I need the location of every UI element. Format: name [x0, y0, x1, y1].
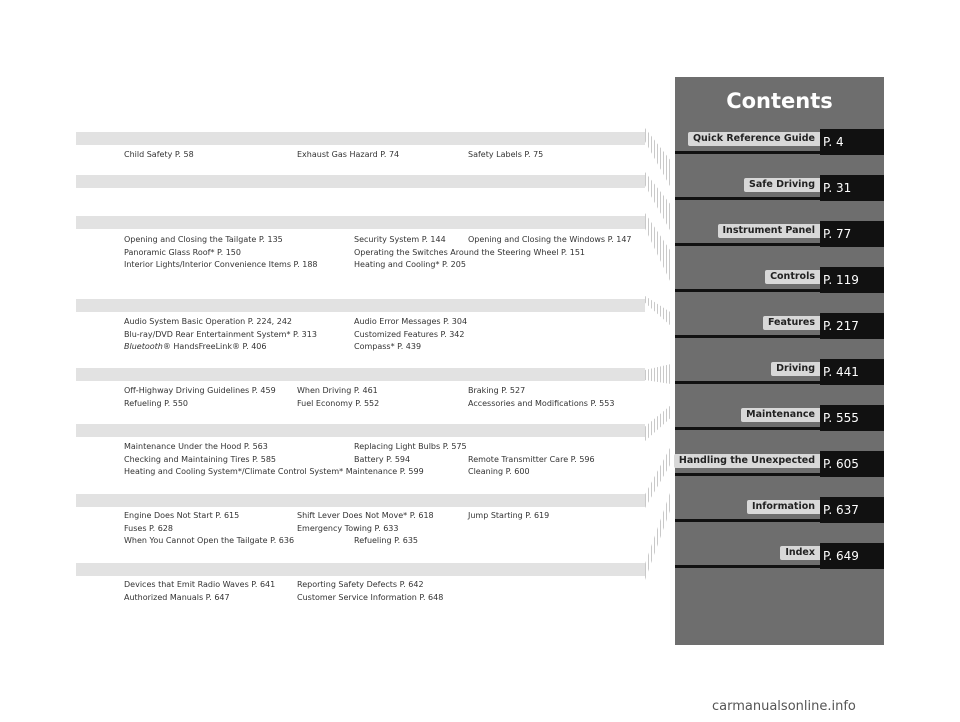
tab-label: Controls — [765, 270, 820, 284]
tab-underline — [675, 289, 820, 292]
link-fuses[interactable]: Fuses P. 628 — [124, 523, 173, 533]
link-off-highway[interactable]: Off-Highway Driving Guidelines P. 459 — [124, 386, 276, 395]
link-tailgate[interactable]: Opening and Closing the Tailgate P. 135 — [124, 235, 283, 244]
tab-connector-graphic — [645, 490, 671, 580]
tab-page-number: P. 4 — [820, 129, 884, 155]
link-interior-lights[interactable]: Interior Lights/Interior Convenience Items P. 188 — [124, 260, 318, 269]
tab-underline — [675, 197, 820, 200]
link-customer-service[interactable]: Customer Service Information P. 648 — [297, 592, 444, 602]
link-remote-transmitter[interactable]: Remote Transmitter Care P. 596 — [468, 454, 595, 464]
tab-label: Information — [747, 500, 820, 514]
section-bar-driving[interactable] — [76, 368, 645, 381]
tab-safe-driving[interactable] — [675, 175, 884, 201]
link-safety-labels[interactable]: Safety Labels P. 75 — [468, 150, 544, 159]
handsfreelink-text: ® HandsFreeLink® P. 406 — [162, 342, 267, 351]
tab-connector-graphic — [645, 296, 671, 326]
link-climate-maintenance[interactable]: Heating and Cooling System*/Climate Control System* Maintenance P. 599 — [124, 467, 424, 476]
watermark-text: carmanualsonline.info — [712, 699, 856, 714]
tab-quick-reference-guide[interactable] — [675, 129, 884, 155]
link-rear-entertainment[interactable]: Blu-ray/DVD Rear Entertainment System* P. 313 — [124, 329, 317, 339]
tab-page-number: P. 119 — [820, 267, 884, 293]
tab-page-number: P. 31 — [820, 175, 884, 201]
tab-page-number: P. 441 — [820, 359, 884, 385]
link-jump-starting[interactable]: Jump Starting P. 619 — [468, 511, 550, 520]
link-security-system[interactable]: Security System P. 144 — [354, 235, 446, 244]
tab-underline — [675, 473, 820, 476]
tab-page-number: P. 649 — [820, 543, 884, 569]
link-safety-defects[interactable]: Reporting Safety Defects P. 642 — [297, 580, 424, 589]
link-exhaust-gas-hazard[interactable]: Exhaust Gas Hazard P. 74 — [297, 150, 400, 159]
page-title: Contents — [726, 89, 833, 113]
tab-underline — [675, 243, 820, 246]
link-battery[interactable]: Battery P. 594 — [354, 454, 411, 464]
tab-label: Safe Driving — [744, 178, 820, 192]
section-bar-safe-driving[interactable] — [76, 132, 645, 145]
tab-page-number: P. 605 — [820, 451, 884, 477]
tab-label: Driving — [771, 362, 820, 376]
tab-connector-graphic — [645, 446, 671, 508]
tab-label: Features — [763, 316, 820, 330]
link-authorized-manuals[interactable]: Authorized Manuals P. 647 — [124, 592, 230, 602]
section-bar-features[interactable] — [76, 299, 645, 312]
tab-underline — [675, 381, 820, 384]
tab-connector-graphic — [645, 364, 671, 384]
link-cleaning[interactable]: Cleaning P. 600 — [468, 467, 530, 476]
link-audio-errors[interactable]: Audio Error Messages P. 304 — [354, 317, 468, 326]
link-handsfreelink[interactable] — [124, 341, 266, 354]
tab-connector-graphic — [645, 405, 671, 441]
section-bar-controls[interactable] — [76, 216, 645, 229]
link-shift-lever[interactable]: Shift Lever Does Not Move* P. 618 — [297, 511, 434, 520]
contents-panel — [675, 77, 884, 645]
link-emergency-towing[interactable]: Emergency Towing P. 633 — [297, 523, 399, 533]
tab-label: Maintenance — [741, 408, 820, 422]
tab-underline — [675, 519, 820, 522]
link-panoramic-roof[interactable]: Panoramic Glass Roof* P. 150 — [124, 247, 241, 257]
link-refueling[interactable]: Refueling P. 550 — [124, 398, 188, 408]
tab-underline — [675, 335, 820, 338]
tab-page-number: P. 217 — [820, 313, 884, 339]
tab-label: Handling the Unexpected — [674, 454, 820, 468]
tab-instrument-panel[interactable] — [675, 221, 884, 247]
section-bar-instrument-panel[interactable] — [76, 175, 645, 188]
link-tires[interactable]: Checking and Maintaining Tires P. 585 — [124, 454, 277, 464]
tab-page-number: P. 555 — [820, 405, 884, 431]
tab-label: Index — [780, 546, 820, 560]
link-compass[interactable]: Compass* P. 439 — [354, 342, 422, 351]
link-light-bulbs[interactable]: Replacing Light Bulbs P. 575 — [354, 442, 467, 451]
link-child-safety[interactable]: Child Safety P. 58 — [124, 150, 194, 159]
section-bar-handling[interactable] — [76, 494, 645, 507]
link-when-driving[interactable]: When Driving P. 461 — [297, 386, 378, 395]
section-bar-maintenance[interactable] — [76, 424, 645, 437]
link-braking[interactable]: Braking P. 527 — [468, 386, 526, 395]
tab-controls[interactable] — [675, 267, 884, 293]
tab-features[interactable] — [675, 313, 884, 339]
tab-maintenance[interactable] — [675, 405, 884, 431]
tab-label: Quick Reference Guide — [688, 132, 820, 146]
link-accessories[interactable]: Accessories and Modifications P. 553 — [468, 398, 615, 408]
bluetooth-word: Bluetooth — [124, 342, 163, 351]
link-under-hood[interactable]: Maintenance Under the Hood P. 563 — [124, 442, 268, 451]
tab-underline — [675, 151, 820, 154]
tab-handling-the-unexpected[interactable] — [675, 451, 884, 477]
link-engine-not-start[interactable]: Engine Does Not Start P. 615 — [124, 511, 240, 520]
section-bar-information[interactable] — [76, 563, 645, 576]
link-heating-cooling[interactable]: Heating and Cooling* P. 205 — [354, 260, 466, 269]
link-refueling-emergency[interactable]: Refueling P. 635 — [354, 536, 418, 545]
link-radio-waves[interactable]: Devices that Emit Radio Waves P. 641 — [124, 580, 276, 589]
tab-information[interactable] — [675, 497, 884, 523]
link-fuel-economy[interactable]: Fuel Economy P. 552 — [297, 398, 380, 408]
link-steering-switches[interactable]: Operating the Switches Around the Steering Wheel P. 151 — [354, 247, 585, 257]
tab-index[interactable] — [675, 543, 884, 569]
tab-underline — [675, 565, 820, 568]
link-customized-features[interactable]: Customized Features P. 342 — [354, 329, 465, 339]
tab-page-number: P. 637 — [820, 497, 884, 523]
link-windows[interactable]: Opening and Closing the Windows P. 147 — [468, 235, 632, 244]
link-cannot-open-tailgate[interactable]: When You Cannot Open the Tailgate P. 636 — [124, 536, 295, 545]
tab-page-number: P. 77 — [820, 221, 884, 247]
link-audio-basic[interactable]: Audio System Basic Operation P. 224, 242 — [124, 317, 293, 326]
tab-driving[interactable] — [675, 359, 884, 385]
tab-underline — [675, 427, 820, 430]
tab-label: Instrument Panel — [718, 224, 820, 238]
